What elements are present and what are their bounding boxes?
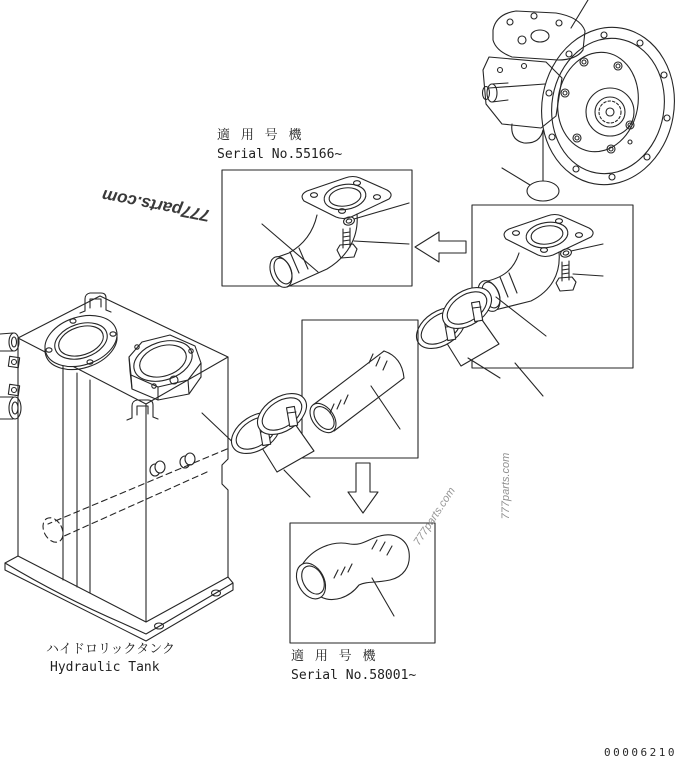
arrow-down [348, 463, 378, 513]
serial-top-machine-label: 適 用 号 機 [217, 128, 303, 143]
callout-box-tube [302, 320, 418, 458]
hydraulic-pump-drawing [483, 0, 680, 201]
document-number: 00006210 [604, 746, 677, 759]
arrow-left [415, 232, 466, 262]
watermark-diagonal: 777parts.com [411, 485, 458, 548]
serial-top-number: Serial No.55166~ [217, 147, 343, 162]
hose-clamps-lower [202, 385, 314, 497]
serial-bottom-machine-label: 適 用 号 機 [291, 649, 377, 664]
hydraulic-tank-drawing [0, 293, 233, 641]
tank-label-en: Hydraulic Tank [50, 660, 160, 675]
callout-box-elbow-55166 [222, 170, 412, 291]
watermark-center: 777parts.com [100, 185, 212, 226]
hose-clamps-upper [409, 279, 543, 396]
tank-label-jp: ハイドロリックタンク [46, 642, 175, 657]
watermark-vertical: 777parts.com [500, 452, 512, 520]
serial-bottom-number: Serial No.58001~ [291, 668, 417, 683]
callout-box-hose-58001 [290, 523, 435, 643]
